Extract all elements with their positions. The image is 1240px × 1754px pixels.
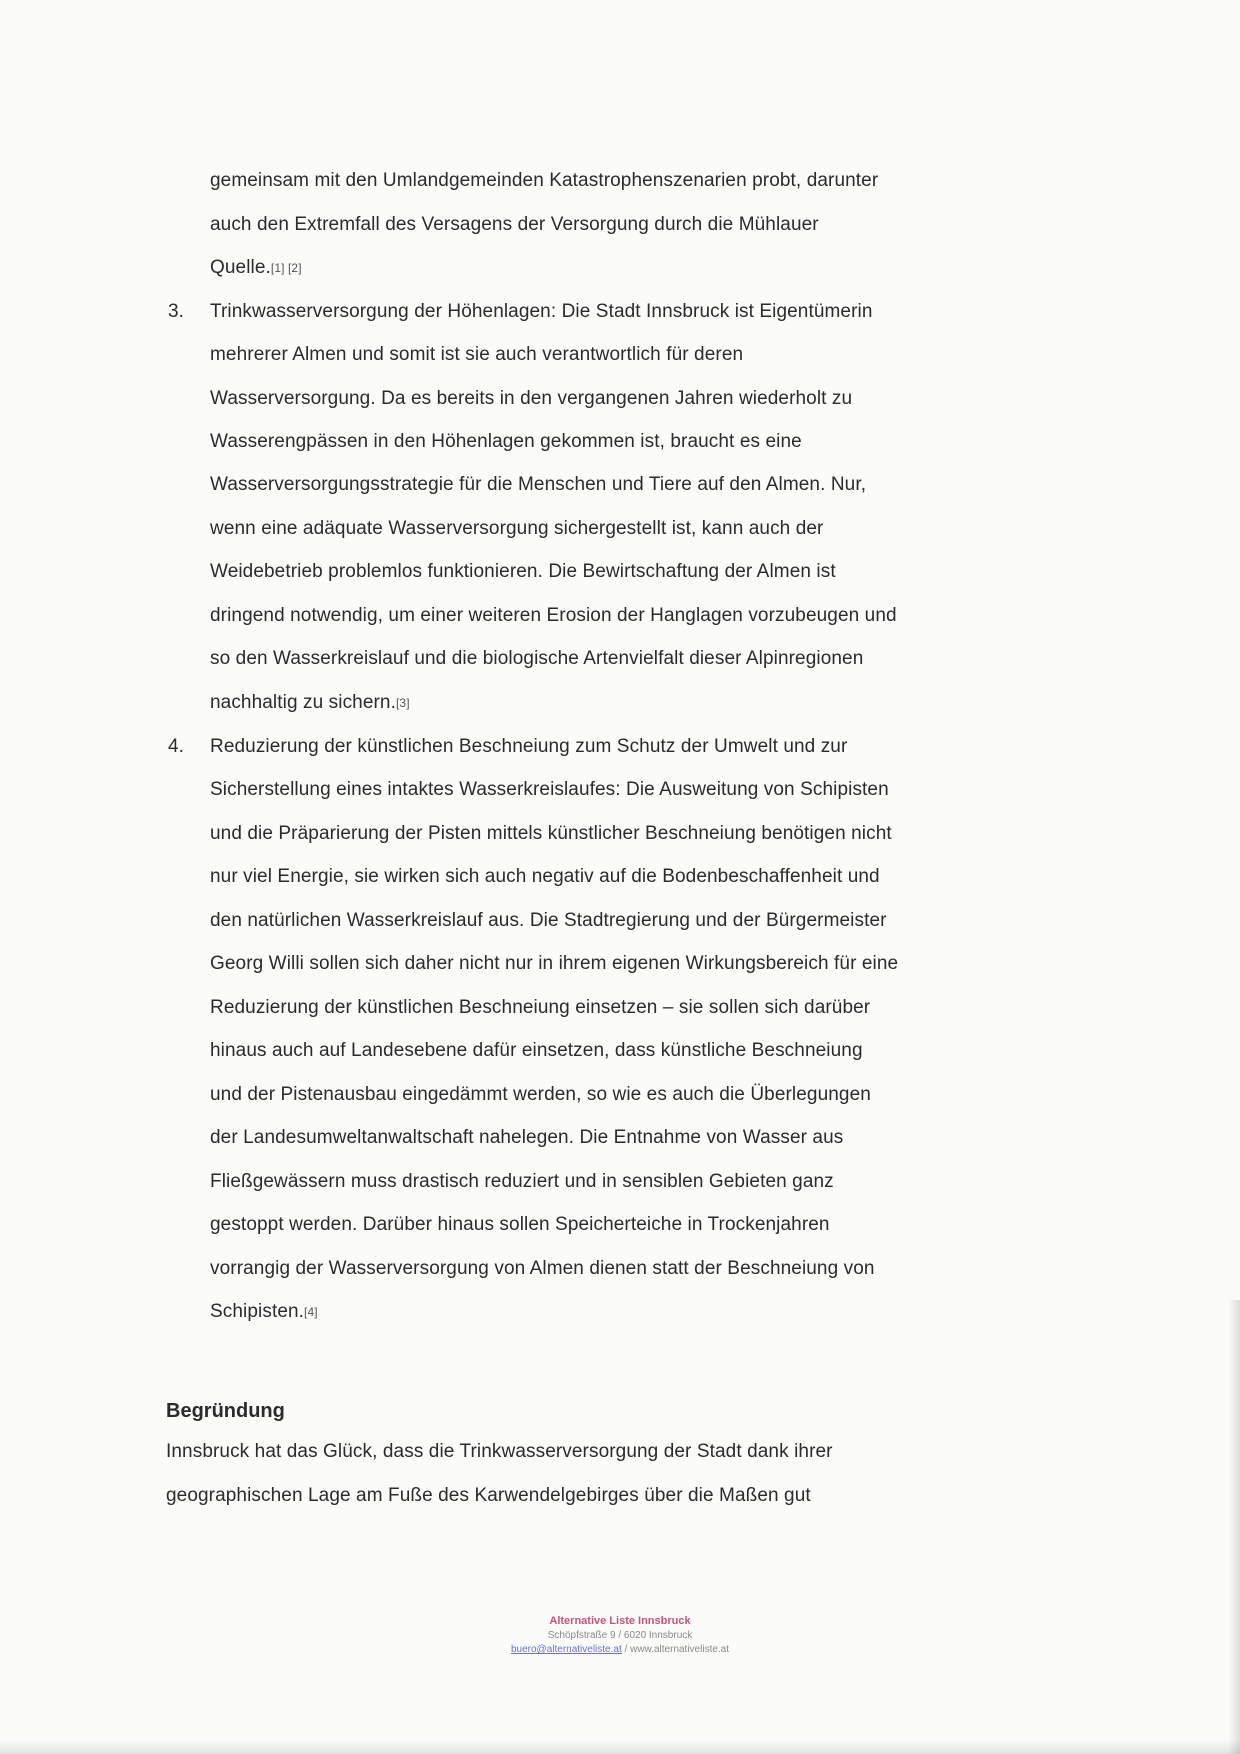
paragraph-line: und der Pistenausbau eingedämmt werden, so wie es auch die Überlegungen xyxy=(210,1084,871,1105)
paragraph-line: auch den Extremfall des Versagens der Versorgung durch die Mühlauer xyxy=(210,214,819,235)
paragraph-line xyxy=(210,254,302,282)
paragraph-line: Wasserversorgungsstrategie für die Menschen und Tiere auf den Almen. Nur, xyxy=(210,474,867,495)
paragraph-line: nur viel Energie, sie wirken sich auch negativ auf die Bodenbeschaffenheit und xyxy=(210,866,880,887)
paragraph-line: Sicherstellung eines intaktes Wasserkreislaufes: Die Ausweitung von Schipisten xyxy=(210,779,889,800)
paragraph-line: Reduzierung der künstlichen Beschneiung zum Schutz der Umwelt und zur xyxy=(210,736,848,757)
list-number: 3. xyxy=(168,301,184,322)
paragraph-line: gemeinsam mit den Umlandgemeinden Katastrophenszenarien probt, darunter xyxy=(210,170,879,191)
footer-web[interactable]: www.alternativeliste.at xyxy=(630,1644,730,1655)
paragraph-line: wenn eine adäquate Wasserversorgung sichergestellt ist, kann auch der xyxy=(210,518,824,539)
paragraph-line: Fließgewässern muss drastisch reduziert und in sensiblen Gebieten ganz xyxy=(210,1171,834,1192)
footer-contact xyxy=(0,1643,1240,1657)
footer-organization: Alternative Liste Innsbruck xyxy=(549,1615,691,1627)
page-edge-shadow xyxy=(1228,1300,1240,1754)
paragraph-line: dringend notwendig, um einer weiteren Erosion der Hanglagen vorzubeugen und xyxy=(210,605,897,626)
paragraph-line: hinaus auch auf Landesebene dafür einsetzen, dass künstliche Beschneiung xyxy=(210,1040,863,1061)
list-number: 4. xyxy=(168,736,184,757)
paragraph-line: Georg Willi sollen sich daher nicht nur in ihrem eigenen Wirkungsbereich für eine xyxy=(210,953,899,974)
section-heading: Begründung xyxy=(166,1400,285,1422)
paragraph-line: Trinkwasserversorgung der Höhenlagen: Die Stadt Innsbruck ist Eigentümerin xyxy=(210,301,873,322)
paragraph-line: mehrerer Almen und somit ist sie auch verantwortlich für deren xyxy=(210,344,744,365)
footer-separator: / xyxy=(621,1644,631,1655)
footnote-reference[interactable]: [3] xyxy=(395,696,410,710)
paragraph-line: Wasserversorgung. Da es bereits in den vergangenen Jahren wiederholt zu xyxy=(210,388,853,409)
paragraph-line xyxy=(210,689,410,717)
paragraph-line: gestoppt werden. Darüber hinaus sollen Speicherteiche in Trockenjahren xyxy=(210,1214,830,1235)
paragraph-line-text: Schipisten. xyxy=(210,1301,305,1322)
paragraph-line: geographischen Lage am Fuße des Karwendelgebirges über die Maßen gut xyxy=(166,1485,811,1506)
paragraph-line: und die Präparierung der Pisten mittels künstlicher Beschneiung benötigen nicht xyxy=(210,823,892,844)
footnote-reference[interactable]: [4] xyxy=(304,1305,318,1319)
footer-email-link[interactable]: buero@alternativeliste.at xyxy=(510,1644,622,1655)
paragraph-line: der Landesumweltanwaltschaft nahelegen. Die Entnahme von Wasser aus xyxy=(210,1127,844,1148)
page-footer xyxy=(0,1614,1240,1657)
paragraph-line-text: nachhaltig zu sichern. xyxy=(210,692,396,713)
paragraph-line: den natürlichen Wasserkreislauf aus. Die Stadtregierung und der Bürgermeister xyxy=(210,910,887,931)
page-edge-shadow xyxy=(0,1740,1240,1754)
paragraph-line: Reduzierung der künstlichen Beschneiung einsetzen – sie sollen sich darüber xyxy=(210,997,871,1018)
footnote-reference[interactable]: [1] [2] xyxy=(270,261,302,275)
footer-address: Schöpfstraße 9 / 6020 Innsbruck xyxy=(547,1630,693,1641)
paragraph-line: Wasserengpässen in den Höhenlagen gekommen ist, braucht es eine xyxy=(210,431,802,452)
paragraph-line-text: Quelle. xyxy=(210,257,271,278)
paragraph-line: vorrangig der Wasserversorgung von Almen dienen statt der Beschneiung von xyxy=(210,1258,875,1279)
paragraph-line: Innsbruck hat das Glück, dass die Trinkwasserversorgung der Stadt dank ihrer xyxy=(166,1441,833,1462)
paragraph-line: Weidebetrieb problemlos funktionieren. Die Bewirtschaftung der Almen ist xyxy=(210,561,836,582)
paragraph-line xyxy=(210,1298,318,1326)
paragraph-line: so den Wasserkreislauf und die biologische Artenvielfalt dieser Alpinregionen xyxy=(210,648,864,669)
